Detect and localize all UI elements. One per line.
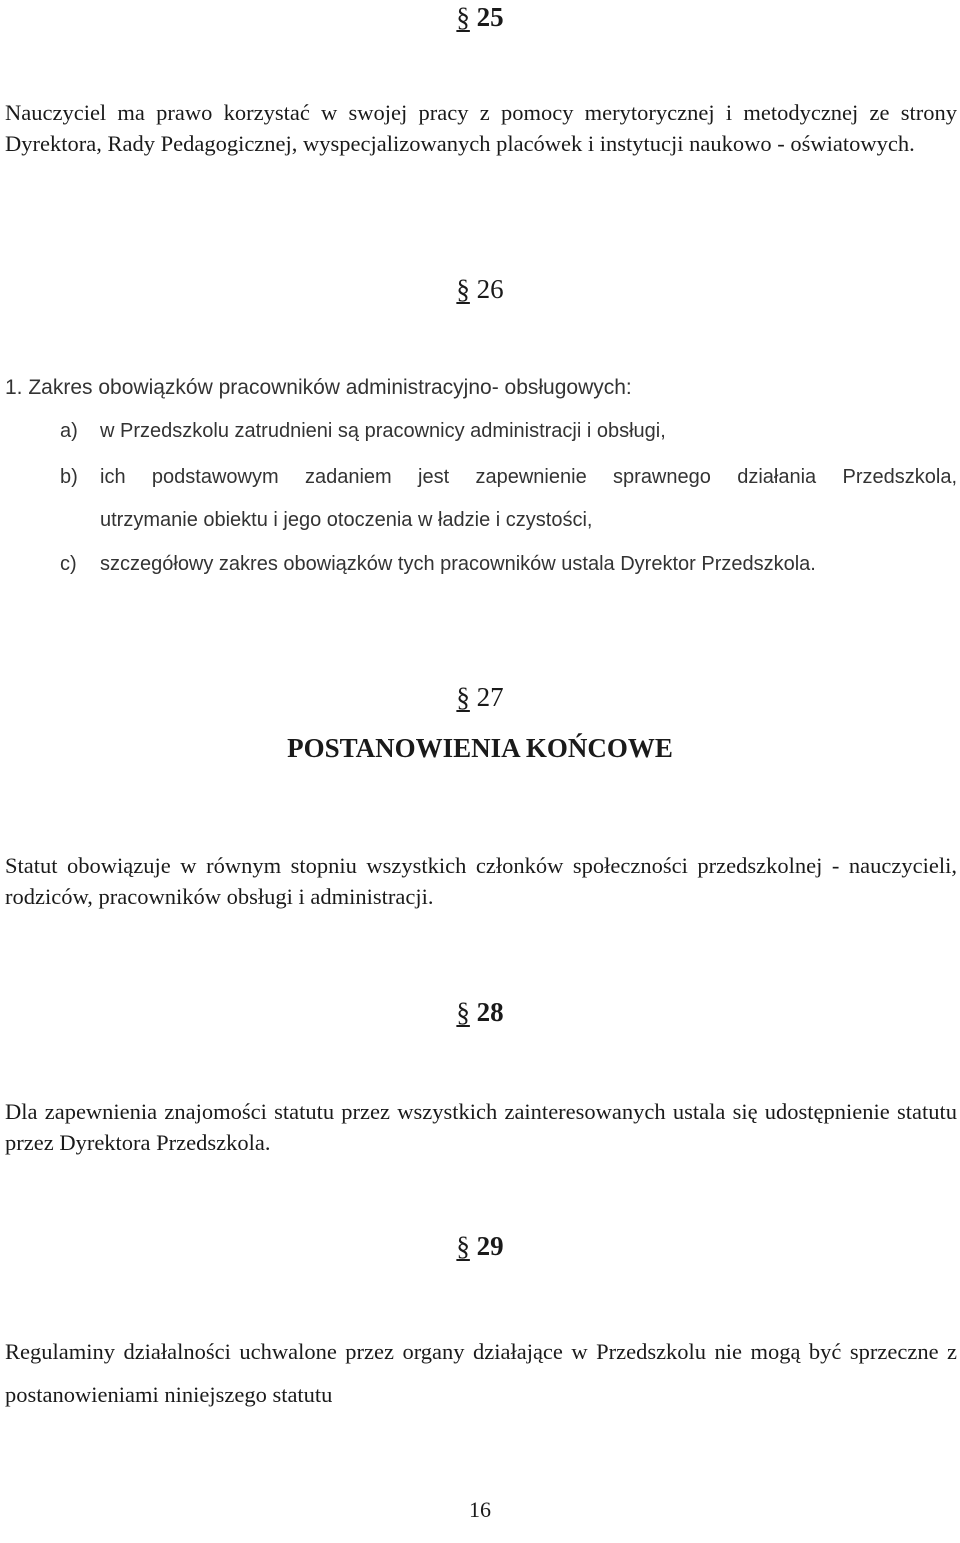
section-25-paragraph: Nauczyciel ma prawo korzystać w swojej pracy z pomocy merytorycznej i metodycznej ze strony Dyrektora, Rady Pedagogicznej, wyspecjalizowanych placówek i instytucji naukowo - oświatowych.: [5, 100, 957, 156]
section-heading-25: [0, 0, 960, 34]
section-28-paragraph: Dla zapewnienia znajomości statutu przez wszystkich zainteresowanych ustala się udostępnienie statutu przez Dyrektora Przedszkola.: [5, 1099, 957, 1155]
list-item-label: a): [60, 420, 78, 442]
section-symbol: §: [456, 997, 470, 1027]
section-number: 28: [476, 997, 504, 1027]
list-item-c: [60, 549, 957, 579]
list-item-label: b): [60, 466, 78, 488]
list-item-b-continuation: utrzymanie obiektu i jego otoczenia w ładzie i czystości,: [100, 509, 593, 531]
section-29-paragraph: Regulaminy działalności uchwalone przez organy działające w Przedszkolu nie mogą być sprzeczne z postanowieniami niniejszego statutu: [5, 1339, 957, 1407]
section-heading-27: [0, 680, 960, 714]
section-heading-26: [0, 272, 960, 306]
list-item-a: [60, 416, 957, 446]
section-number: 26: [476, 274, 504, 304]
section-heading-29: [0, 1229, 960, 1263]
section-symbol: §: [456, 682, 470, 712]
section-number: 27: [476, 682, 504, 712]
section-symbol: §: [456, 2, 470, 32]
list-item-text: w Przedszkolu zatrudnieni są pracownicy administracji i obsługi,: [100, 420, 666, 442]
section-title: POSTANOWIENIA KOŃCOWE: [287, 733, 673, 763]
section-symbol: §: [456, 274, 470, 304]
section-number: 25: [476, 2, 504, 32]
list-item-label: c): [60, 553, 77, 575]
page-number: 16: [469, 1497, 491, 1522]
section-symbol: §: [456, 1231, 470, 1261]
list-item-text: szczegółowy zakres obowiązków tych pracowników ustala Dyrektor Przedszkola.: [100, 553, 816, 575]
section-26-intro: 1. Zakres obowiązków pracowników administracyjno- obsługowych:: [5, 376, 632, 399]
list-item-text: ich podstawowym zadaniem jest zapewnienie sprawnego działania Przedszkola,: [100, 466, 957, 488]
section-number: 29: [476, 1231, 504, 1261]
section-heading-28: [0, 995, 960, 1029]
section-27-paragraph: Statut obowiązuje w równym stopniu wszystkich członków społeczności przedszkolnej - nauczycieli, rodziców, pracowników obsługi i administracji.: [5, 853, 957, 909]
list-item-b: [60, 462, 957, 492]
